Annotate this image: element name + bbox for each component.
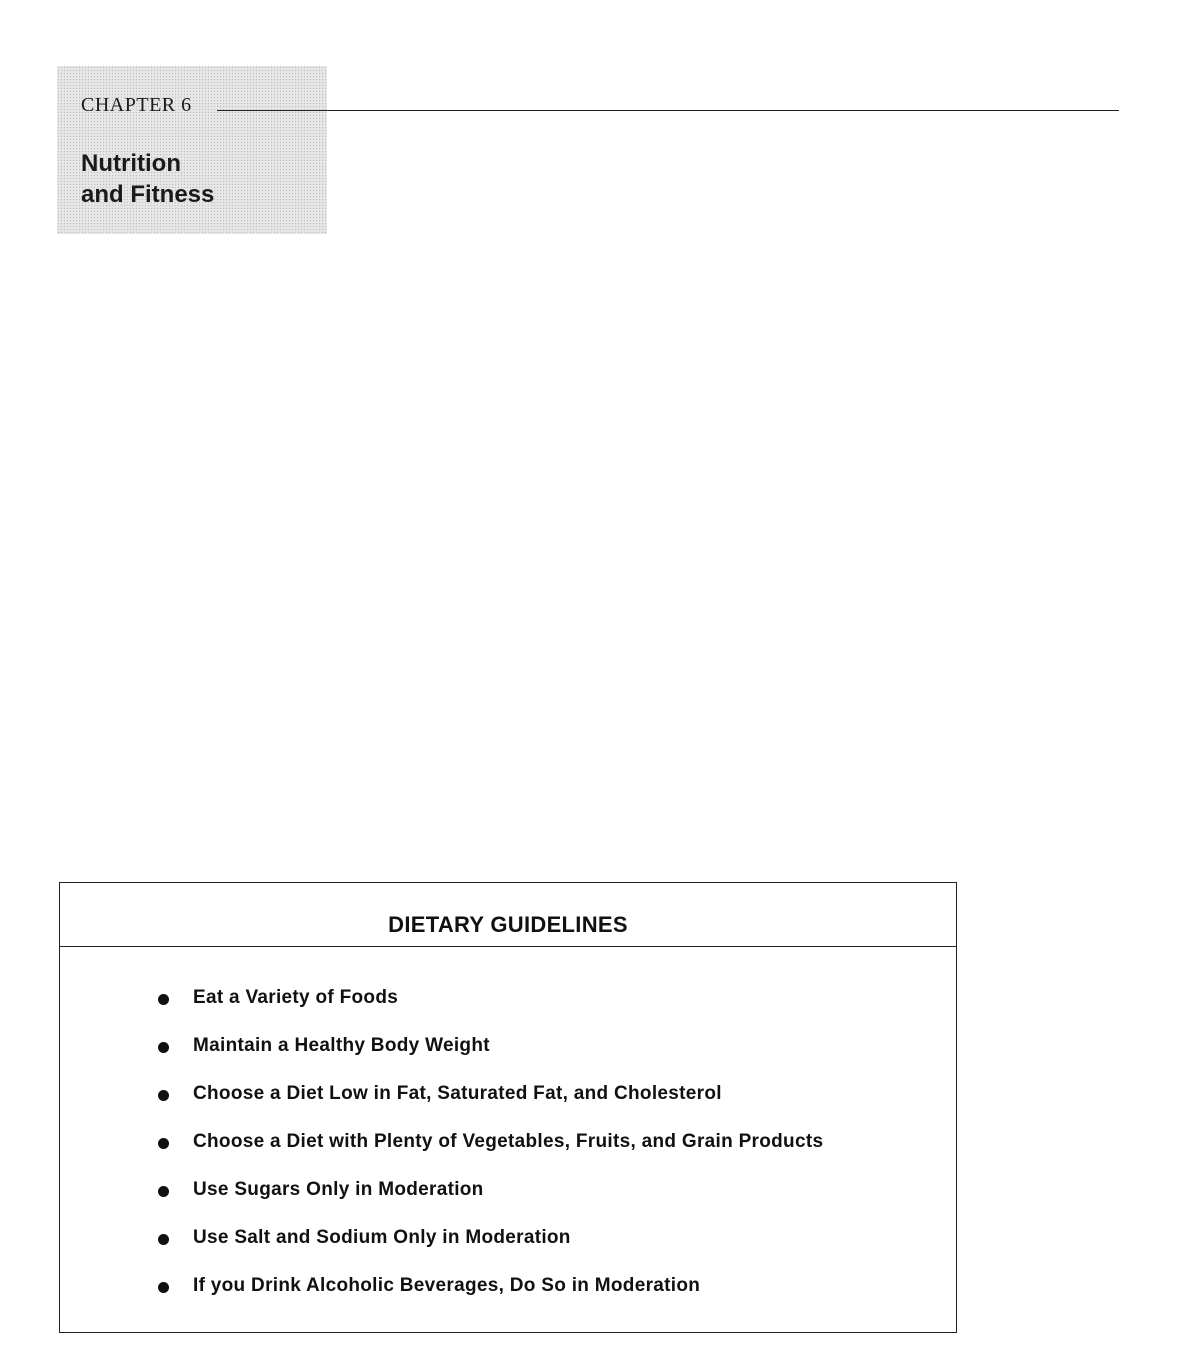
guideline-item-text: If you Drink Alcoholic Beverages, Do So in Moderation (193, 1275, 701, 1296)
guideline-item (60, 1035, 956, 1083)
dietary-guidelines-heading: DIETARY GUIDELINES (60, 883, 956, 947)
guideline-item (60, 1227, 956, 1275)
chapter-rule-divider (217, 110, 1119, 111)
guideline-item (60, 1275, 956, 1323)
guideline-item-text: Choose a Diet Low in Fat, Saturated Fat, and Cholesterol (193, 1083, 722, 1104)
guideline-item (60, 1083, 956, 1131)
bullet-icon (158, 1234, 169, 1245)
dietary-guidelines-box (59, 882, 957, 1333)
chapter-label: CHAPTER 6 (81, 94, 192, 116)
dietary-guidelines-list (60, 987, 956, 1323)
bullet-icon (158, 1042, 169, 1053)
bullet-icon (158, 1090, 169, 1101)
chapter-title-line-1: Nutrition (81, 150, 181, 177)
bullet-icon (158, 1282, 169, 1293)
chapter-title-line-2: and Fitness (81, 181, 215, 208)
guideline-item-text: Use Salt and Sodium Only in Moderation (193, 1227, 571, 1248)
bullet-icon (158, 1138, 169, 1149)
bullet-icon (158, 1186, 169, 1197)
guideline-item (60, 1179, 956, 1227)
bullet-icon (158, 994, 169, 1005)
guideline-item (60, 987, 956, 1035)
guideline-item-text: Maintain a Healthy Body Weight (193, 1035, 490, 1056)
guideline-item-text: Choose a Diet with Plenty of Vegetables, Fruits, and Grain Products (193, 1131, 824, 1152)
guideline-item-text: Eat a Variety of Foods (193, 987, 399, 1008)
guideline-item (60, 1131, 956, 1179)
chapter-title (81, 148, 214, 210)
guideline-item-text: Use Sugars Only in Moderation (193, 1179, 484, 1200)
